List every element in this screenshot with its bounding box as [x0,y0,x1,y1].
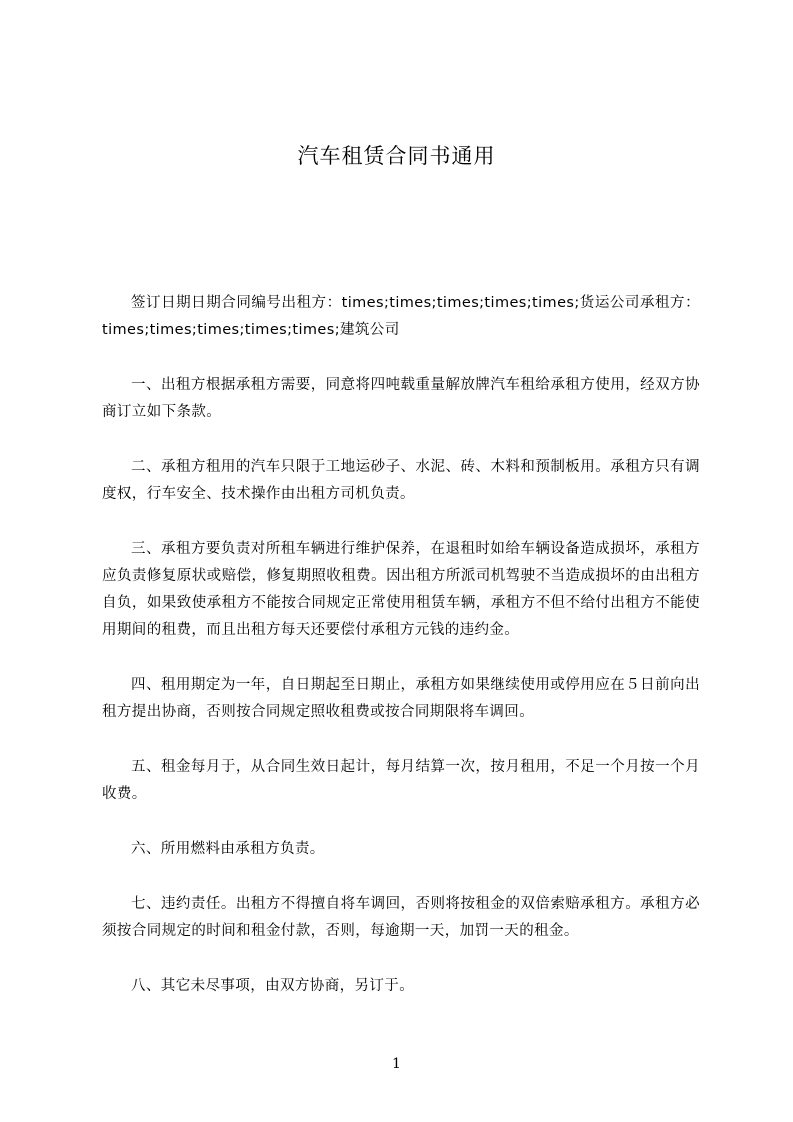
paragraph-parties: 签订日期日期合同编号出租方：times;times;times;times;times;货运公司承租方：times;times;times;times;times;建筑公司 [102,295,700,338]
contract-body [102,290,700,1028]
clause-4: 四、租用期定为一年，自日期起至日期止，承租方如果继续使用或停用应在５日前向出租方提出协商，否则按合同规定照收租费或按合同期限将车调回。 [102,677,700,720]
clause-2: 二、承租方租用的汽车只限于工地运砂子、水泥、砖、木料和预制板用。承租方只有调度权，行车安全、技术操作由出租方司机负责。 [102,459,700,502]
clause-5: 五、租金每月于，从合同生效日起计，每月结算一次，按月租用，不足一个月按一个月收费。 [102,759,700,802]
clause-1: 一、出租方根据承租方需要，同意将四吨载重量解放牌汽车租给承租方使用，经双方协商订立如下条款。 [102,377,700,420]
clause-7: 七、违约责任。出租方不得擅自将车调回，否则将按租金的双倍索赔承租方。承租方必须按合同规定的时间和租金付款，否则，每逾期一天，加罚一天的租金。 [102,896,700,939]
page-number: 1 [392,1056,401,1072]
clause-6: 六、所用燃料由承租方负责。 [131,841,325,857]
clause-8: 八、其它未尽事项，由双方协商，另订于。 [131,978,415,994]
page-title: 汽车租赁合同书通用 [297,144,496,168]
clause-3: 三、承租方要负责对所租车辆进行维护保养，在退租时如给车辆设备造成损坏，承租方应负责修复原状或赔偿，修复期照收租费。因出租方所派司机驾驶不当造成损坏的由出租方自负，如果致使承租方不能按合同规定正常使用租赁车辆，承租方不但不给付出租方不能使用期间的租费，而且出租方每天还要偿付承租方元钱的违约金。 [102,541,700,638]
